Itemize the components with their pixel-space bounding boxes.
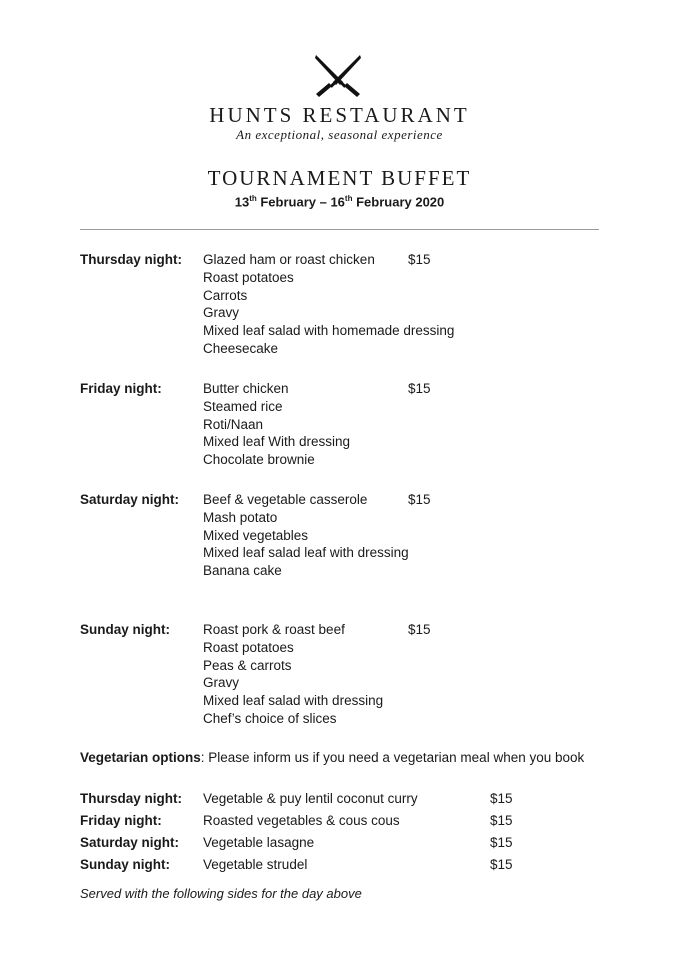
day-items	[203, 491, 409, 580]
vegetarian-meal: Vegetable strudel	[203, 857, 308, 872]
day-label: Friday night:	[80, 381, 162, 396]
day-label: Thursday night:	[80, 252, 182, 267]
menu-item: Mash potato	[203, 509, 278, 525]
vegetarian-day: Thursday night:	[80, 791, 182, 806]
page-title: TOURNAMENT BUFFET	[207, 166, 472, 190]
day-items	[203, 621, 383, 728]
date-range: 13th February – 16th February 2020	[234, 194, 445, 210]
menu-item: Beef & vegetable casserole	[203, 492, 368, 507]
footnote: Served with the following sides for the day above	[80, 886, 362, 901]
menu-item: Roast potatoes	[203, 639, 294, 655]
vegetarian-price: $15	[490, 813, 513, 828]
menu-item: Banana cake	[203, 563, 282, 579]
tagline: An exceptional, seasonal experience	[236, 127, 443, 142]
vegetarian-day: Saturday night:	[80, 835, 180, 850]
vegetarian-note: Vegetarian options: Please inform us if you need a vegetarian meal when you book	[80, 750, 585, 765]
day-items	[203, 380, 350, 469]
day-price: $15	[408, 252, 431, 267]
menu-item: Roast pork & roast beef	[203, 622, 345, 637]
menu-item: Glazed ham or roast chicken	[203, 252, 375, 267]
menu-item: Steamed rice	[203, 398, 283, 414]
vegetarian-meal: Vegetable lasagne	[203, 835, 315, 850]
day-label: Saturday night:	[80, 492, 180, 507]
day-price: $15	[408, 381, 431, 396]
menu-item: Mixed vegetables	[203, 527, 309, 543]
vegetarian-meal: Roasted vegetables & cous cous	[203, 813, 400, 828]
menu-item: Gravy	[203, 675, 240, 691]
menu-item: Mixed leaf salad with dressing	[203, 693, 384, 709]
day-label: Sunday night:	[80, 622, 170, 637]
vegetarian-day: Friday night:	[80, 813, 162, 828]
vegetarian-label: Vegetarian options	[80, 750, 201, 765]
menu-item: Mixed leaf With dressing	[203, 434, 351, 450]
menu-item: Chef’s choice of slices	[203, 710, 337, 726]
day-price: $15	[408, 622, 431, 637]
menu-item: Peas & carrots	[203, 657, 292, 673]
vegetarian-day: Sunday night:	[80, 857, 170, 872]
menu-item: Mixed leaf salad leaf with dressing	[203, 545, 409, 561]
day-price: $15	[408, 492, 431, 507]
menu-item: Mixed leaf salad with homemade dressing	[203, 323, 455, 339]
vegetarian-row	[80, 835, 600, 853]
vegetarian-row	[80, 791, 600, 809]
menu-item: Gravy	[203, 305, 240, 321]
vegetarian-price: $15	[490, 835, 513, 850]
restaurant-name: HUNTS RESTAURANT	[209, 103, 470, 127]
menu-item: Roti/Naan	[203, 416, 264, 432]
crossed-knives-icon	[313, 53, 363, 99]
vegetarian-price: $15	[490, 791, 513, 806]
vegetarian-row	[80, 857, 600, 875]
menu-item: Chocolate brownie	[203, 452, 315, 468]
vegetarian-meal: Vegetable & puy lentil coconut curry	[203, 791, 418, 806]
vegetarian-price: $15	[490, 857, 513, 872]
menu-item: Carrots	[203, 287, 248, 303]
menu-item: Cheesecake	[203, 340, 279, 356]
menu-item: Roast potatoes	[203, 269, 294, 285]
vegetarian-row	[80, 813, 600, 831]
header-divider	[80, 229, 599, 230]
menu-item: Butter chicken	[203, 381, 289, 396]
